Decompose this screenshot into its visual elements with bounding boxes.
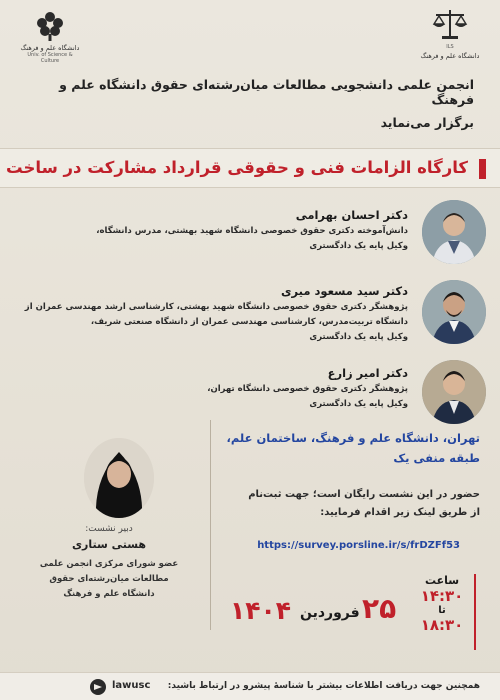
speaker-info (96, 208, 408, 254)
speaker-photo (422, 200, 486, 264)
date-year: ۱۴۰۴ (230, 596, 292, 625)
logo-caption: دانشگاه علم و فرهنگ (420, 52, 480, 60)
venue (210, 428, 480, 468)
speaker-bio (96, 224, 408, 254)
speaker-name: دکتر سید مسعود میری (280, 284, 408, 298)
time-box (410, 574, 476, 650)
association-logo (418, 8, 482, 60)
speaker-photo (422, 280, 486, 344)
venue-line: تهران، دانشگاه علم و فرهنگ، ساختمان علم، (226, 431, 480, 445)
title-bar (0, 148, 500, 188)
speaker-bio-line: پژوهشگر دکتری حقوق خصوصی دانشگاه شهید بهشتی، کارشناسی ارشد مهندسی عمران از (24, 302, 408, 312)
logo-caption: دانشگاه علم و فرهنگ (20, 44, 80, 52)
host-bio-line: عضو شورای مرکزی انجمن علمی (39, 559, 179, 569)
speaker-bio-line: وکیل پایه یک دادگستری (309, 331, 408, 342)
scales-of-justice-icon (430, 8, 470, 44)
speaker-bio-line: پژوهشگر دکتری حقوق خصوصی دانشگاه تهران، (207, 384, 408, 394)
registration-line: حضور در این نشست رایگان است؛ جهت ثبت‌نام (248, 489, 480, 500)
date-day: ۲۵ (362, 592, 397, 625)
logo-badge: ILS (446, 44, 454, 50)
telegram-handle[interactable]: lawusc (112, 680, 151, 691)
organizer-line: انجمن علمی دانشجویی مطالعات میان‌رشته‌ای حقوق دانشگاه علم و فرهنگ (59, 77, 474, 107)
speaker-bio-line: دانشگاه تربیت‌مدرس، کارشناسی مهندسی عمران از دانشگاه صنعتی شریف، (90, 316, 408, 327)
speaker-bio-line: دانش‌آموخته دکتری حقوق خصوصی دانشگاه شهید بهشتی، مدرس دانشگاه، (96, 226, 408, 236)
speaker-bio (25, 300, 408, 345)
host-name: هستی ستاری (71, 538, 147, 551)
venue-line: طبقه منفی یک (393, 451, 480, 466)
host-bio-line: مطالعات میان‌رشته‌ای حقوق (49, 573, 169, 584)
registration-line: از طریق لینک زیر اقدام فرمایید: (320, 507, 480, 518)
registration-link[interactable]: https://survey.porsline.ir/s/frDZFf53 (257, 540, 460, 551)
time-start: ۱۴:۳۰ (420, 587, 464, 605)
event-title: کارگاه الزامات فنی و حقوقی قرارداد مشارکت در ساخت (6, 158, 468, 177)
footer-note: همچنین جهت دریافت اطلاعات بیشتر با شناسهٔ پیشرو در ارتباط باشید: (167, 681, 480, 691)
host-info (14, 524, 204, 602)
host-bio (14, 557, 204, 602)
speaker-info (25, 284, 408, 345)
university-emblem-icon (33, 8, 67, 42)
header (26, 77, 474, 130)
speaker-bio-line: وکیل پایه یک دادگستری (309, 398, 408, 409)
speaker-name: دکتر امیر زارع (327, 366, 408, 380)
host-role: دبیر نشست: (85, 524, 133, 534)
host-photo (84, 438, 154, 518)
organizer-subline: برگزار می‌نماید (380, 115, 474, 130)
speaker-bio (207, 382, 408, 412)
date-month: فروردین (300, 605, 360, 621)
time-end: ۱۸:۳۰ (420, 616, 464, 634)
time-label: ساعت (424, 574, 460, 587)
speaker-card (14, 200, 486, 270)
university-logo (18, 8, 82, 64)
time-separator: تا (438, 605, 446, 616)
speaker-info (207, 366, 408, 412)
speaker-card (14, 280, 486, 352)
speaker-name: دکتر احسان بهرامی (295, 208, 408, 222)
speaker-card (14, 360, 486, 430)
host-bio-line: دانشگاه علم و فرهنگ (63, 588, 155, 599)
footer (0, 672, 500, 700)
logo-subcaption: Univ. of Science & Culture (27, 52, 73, 65)
speaker-bio-line: وکیل پایه یک دادگستری (309, 240, 408, 251)
telegram-icon[interactable] (90, 679, 106, 695)
speaker-photo (422, 360, 486, 424)
registration-note (205, 486, 480, 522)
